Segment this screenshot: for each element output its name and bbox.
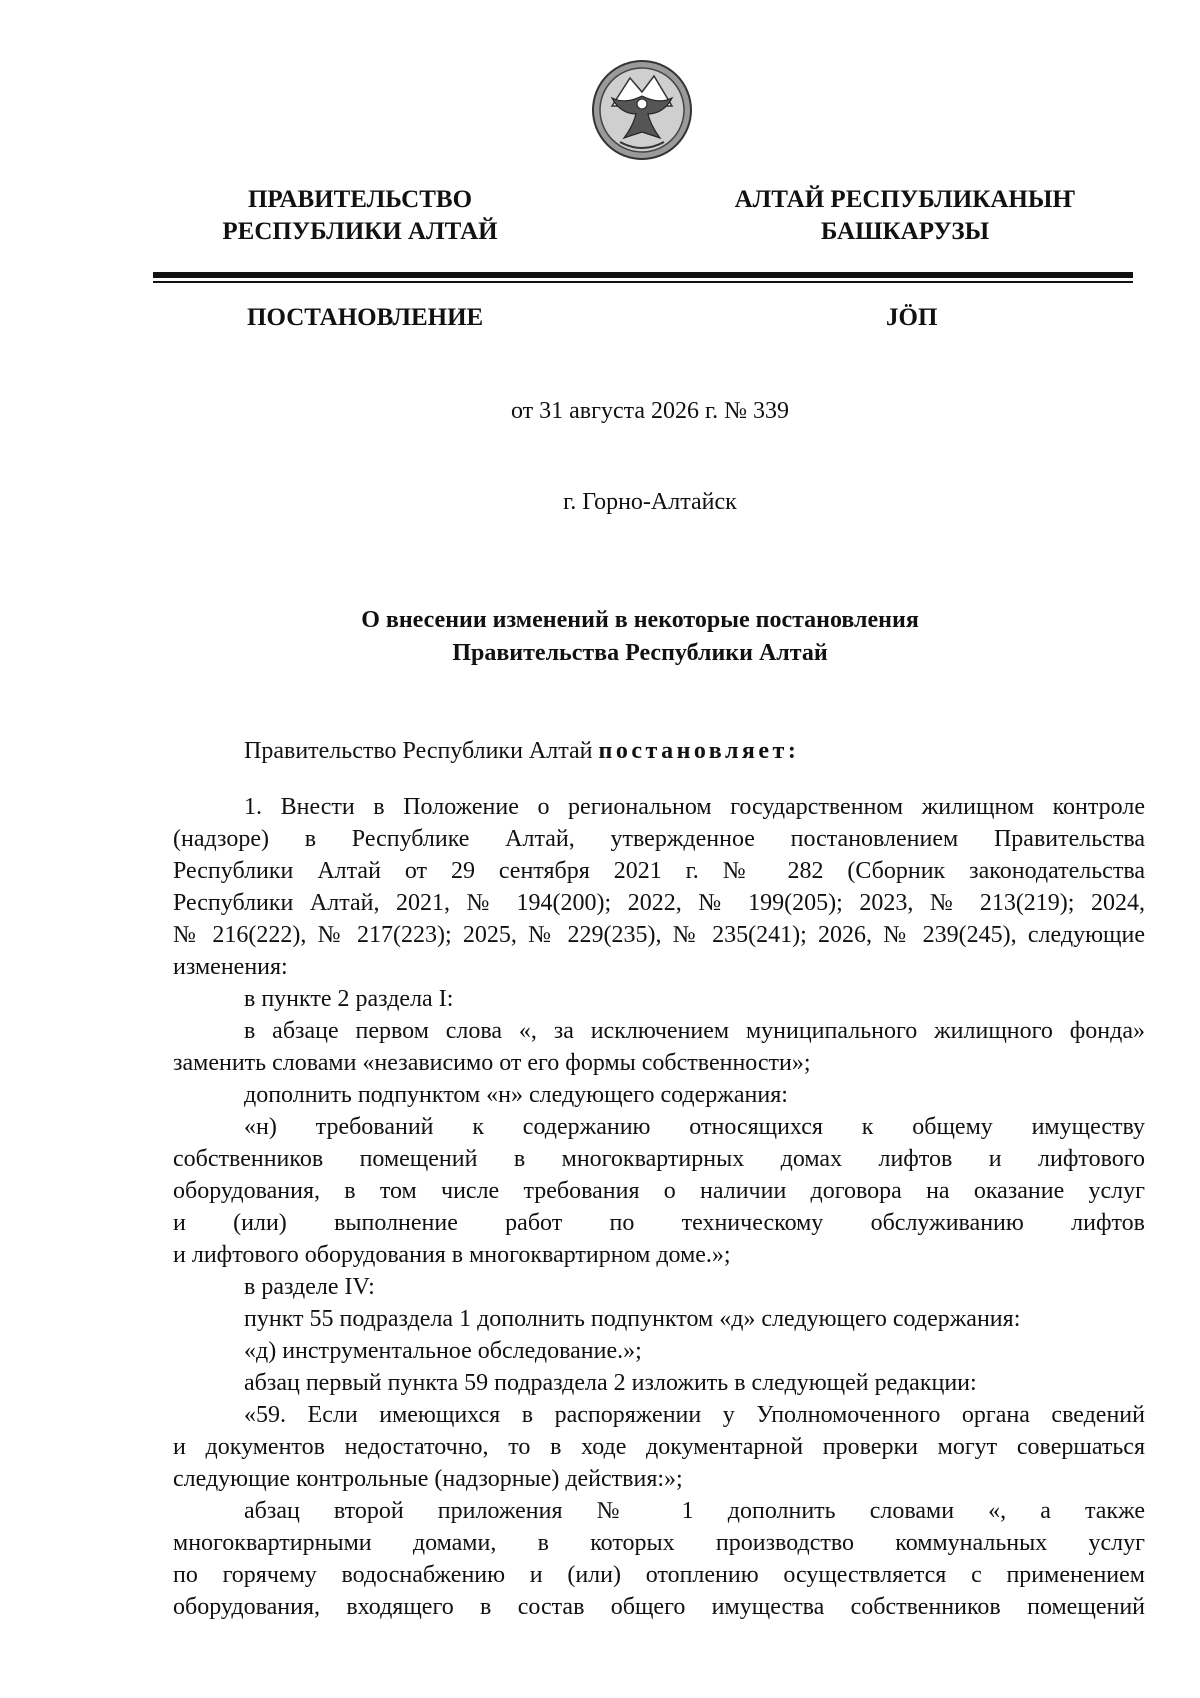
- p1-line: № 216(222), № 217(223); 2025, № 229(235), № 235(241); 2026, № 239(245), следующие: [173, 922, 1145, 948]
- coat-of-arms-emblem: [590, 58, 694, 162]
- document-dateline: от 31 августа 2026 г. № 339: [510, 398, 790, 424]
- p11-line: абзац второй приложения № 1 дополнить словами «, а также: [244, 1498, 1145, 1524]
- p4-line: дополнить подпунктом «н» следующего содержания:: [244, 1082, 788, 1108]
- p5-line: «н) требований к содержанию относящихся к общему имуществу: [244, 1114, 1145, 1140]
- org-name-altai: [705, 184, 1105, 248]
- p5-line: и (или) выполнение работ по техническому обслуживанию лифтов: [173, 1210, 1145, 1236]
- p3-line: в абзаце первом слова «, за исключением муниципального жилищного фонда»: [244, 1018, 1145, 1044]
- intro-bold-verb: постановляет:: [598, 738, 800, 764]
- p5-line: и лифтового оборудования в многоквартирном доме.»;: [173, 1242, 731, 1268]
- org-name-russian: [190, 184, 530, 248]
- org-ru-line2: РЕСПУБЛИКИ АЛТАЙ: [222, 218, 498, 245]
- org-alt-line1: АЛТАЙ РЕСПУБЛИКАНЫҤ: [734, 186, 1076, 213]
- p5-line: собственников помещений в многоквартирных домах лифтов и лифтового: [173, 1146, 1145, 1172]
- p8-line: «д) инструментальное обследование.»;: [244, 1338, 642, 1364]
- p11-line: многоквартирными домами, в которых производство коммунальных услуг: [173, 1530, 1145, 1556]
- p5-line: оборудования, в том числе требования о наличии договора на оказание услуг: [173, 1178, 1145, 1204]
- p1-line: Республики Алтай, 2021, № 194(200); 2022, № 199(205); 2023, № 213(219); 2024,: [173, 890, 1145, 916]
- p10-line: и документов недостаточно, то в ходе документарной проверки могут совершаться: [173, 1434, 1145, 1460]
- p9-line: абзац первый пункта 59 подраздела 2 изложить в следующей редакции:: [244, 1370, 977, 1396]
- header-rule-thick: [153, 272, 1133, 278]
- p1-line: (надзоре) в Республике Алтай, утвержденное постановлением Правительства: [173, 826, 1145, 852]
- p7-line: пункт 55 подраздела 1 дополнить подпунктом «д» следующего содержания:: [244, 1306, 1021, 1332]
- org-alt-line2: БАШКАРУЗЫ: [820, 218, 990, 245]
- intro-paragraph: [173, 735, 1145, 767]
- org-ru-line1: ПРАВИТЕЛЬСТВО: [247, 186, 473, 213]
- p10-line: следующие контрольные (надзорные) действия:»;: [173, 1466, 683, 1492]
- doc-type-russian: ПОСТАНОВЛЕНИЕ: [247, 304, 484, 331]
- p11-line: оборудования, входящего в состав общего имущества собственников помещений: [173, 1594, 1145, 1620]
- document-title-line1: О внесении изменений в некоторые постановления: [361, 607, 919, 633]
- doc-type-altai: JÖП: [886, 304, 938, 331]
- p2-line: в пункте 2 раздела I:: [244, 986, 454, 1012]
- document-city: г. Горно-Алтайск: [563, 489, 737, 515]
- p6-line: в разделе IV:: [244, 1274, 375, 1300]
- intro-text: Правительство Республики Алтай: [244, 738, 599, 764]
- document-body: [173, 791, 1145, 1623]
- p11-line: по горячему водоснабжению и (или) отоплению осуществляется с применением: [173, 1562, 1145, 1588]
- p1-line: 1. Внести в Положение о региональном государственном жилищном контроле: [244, 794, 1145, 820]
- p1-line: изменения:: [173, 954, 288, 980]
- p10-line: «59. Если имеющихся в распоряжении у Уполномоченного органа сведений: [244, 1402, 1145, 1428]
- document-title-line2: Правительства Республики Алтай: [452, 640, 828, 666]
- p1-line: Республики Алтай от 29 сентября 2021 г. № 282 (Сборник законодательства: [173, 858, 1145, 884]
- header-rule-thin: [153, 281, 1133, 283]
- p3-line: заменить словами «независимо от его формы собственности»;: [173, 1050, 811, 1076]
